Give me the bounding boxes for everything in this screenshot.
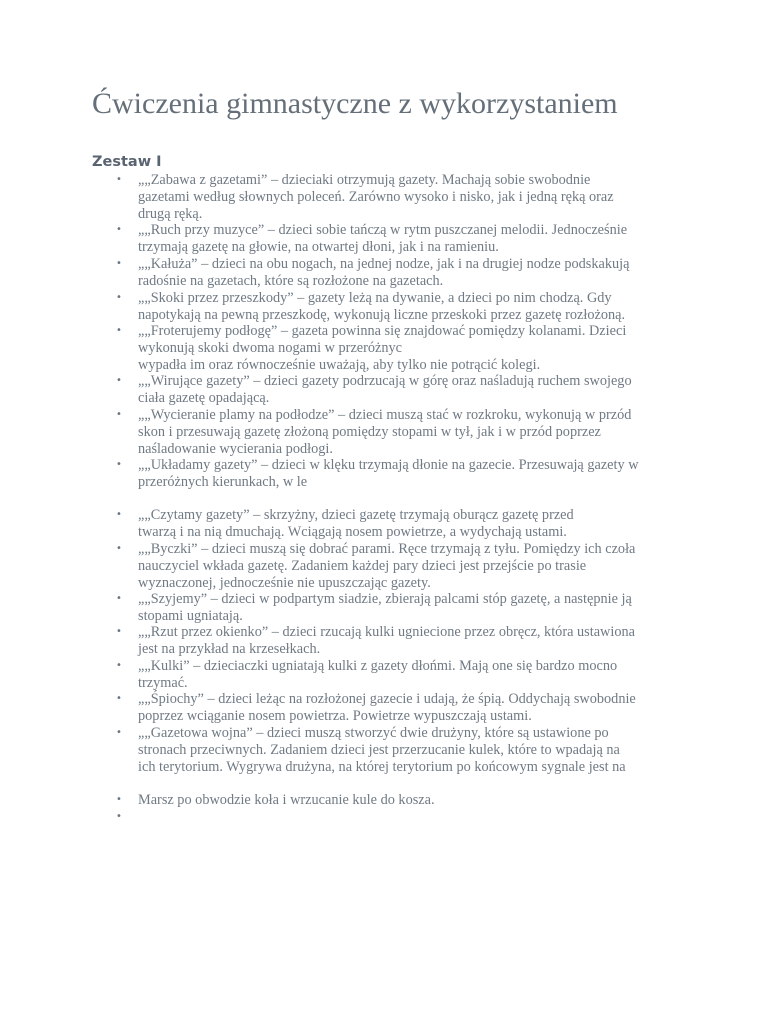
list-item-line: „„Byczki” – dzieci muszą się dobrać parami. Ręce trzymają z tyłu. Pomiędzy ich czoła xyxy=(138,541,636,557)
list-item-line: skon i przesuwają gazetę złożoną pomiędzy stopami w tył, jak i w przód poprzez xyxy=(138,423,601,440)
list-item-line: gazetami według słownych poleceń. Zarówno wysoko i nisko, jak i jedną ręką oraz xyxy=(138,188,614,205)
list-item-line: napotykają na pewną przeszkodę, wykonują liczne przeskoki przez gazetę rozłożoną. xyxy=(138,306,626,323)
list-item-line: twarzą i na nią dmuchają. Wciągają nosem powietrze, a wydychają ustami. xyxy=(138,523,567,540)
list-item-line: trzymać. xyxy=(138,674,188,691)
list-item-line: drugą ręką. xyxy=(138,205,203,222)
list-item-line: „„Froterujemy podłogę” – gazeta powinna się znajdować pomiędzy kolanami. Dzieci xyxy=(138,323,627,339)
bullet-icon: • xyxy=(116,375,122,386)
list-item-line: „„Śpiochy” – dzieci leżąc na rozłożonej gazecie i udają, że śpią. Oddychają swobodnie xyxy=(138,691,636,707)
list-item-line: „„Zabawa z gazetami” – dzieciaki otrzymują gazety. Machają sobie swobodnie xyxy=(138,172,591,188)
bullet-icon: • xyxy=(116,811,122,822)
list-item-line: stronach przeciwnych. Zadaniem dzieci jest przerzucanie kulek, które to wpadają na xyxy=(138,741,620,758)
bullet-icon: • xyxy=(116,409,122,420)
list-item xyxy=(138,222,698,256)
set-heading: Zestaw I xyxy=(92,154,162,170)
list-item-line: wykonują skoki dwoma nogami w przeróżnyc xyxy=(138,339,403,356)
list-item-line: „„Kulki” – dzieciaczki ugniatają kulki z gazety dłońmi. Mają one się bardzo mocno xyxy=(138,658,618,674)
list-item xyxy=(138,457,698,491)
list-item xyxy=(138,373,698,407)
bullet-icon: • xyxy=(116,727,122,738)
bullet-icon: • xyxy=(116,660,122,671)
bullet-icon: • xyxy=(116,593,122,604)
list-item-line: poprzez wciąganie nosem powietrza. Powietrze wypuszczają ustami. xyxy=(138,707,532,724)
list-item xyxy=(138,541,698,591)
list-item-line: nauczyciel wkłada gazetę. Zadaniem każdej pary dzieci jest przejście po trasie xyxy=(138,557,587,574)
list-item xyxy=(138,407,698,457)
list-item-line: „„Skoki przez przeszkody” – gazety leżą na dywanie, a dzieci po nim chodzą. Gdy xyxy=(138,290,612,306)
list-item-line: „„Szyjemy” – dzieci w podpartym siadzie, zbierają palcami stóp gazetę, a następnie ją xyxy=(138,591,632,607)
list-item xyxy=(138,691,698,725)
list-item-line: naśladowanie wycierania podłogi. xyxy=(138,440,333,457)
list-item-line: „„Wirujące gazety” – dzieci gazety podrzucają w górę oraz naśladują ruchem swojego xyxy=(138,373,632,389)
list-item-line: „„Ruch przy muzyce” – dzieci sobie tańczą w rytm puszczanej melodii. Jednocześnie xyxy=(138,222,628,238)
list-item-line: przeróżnych kierunkach, w le xyxy=(138,473,308,490)
list-item xyxy=(138,792,698,809)
list-item xyxy=(138,172,698,222)
list-item-line: Marsz po obwodzie koła i wrzucanie kule do kosza. xyxy=(138,792,435,808)
list-item-line: wypadła im oraz równocześnie uważają, aby tylko nie potrącić kolegi. xyxy=(138,356,541,373)
list-item-line: wyznaczonej, jednocześnie nie upuszczając gazety. xyxy=(138,574,431,591)
list-item xyxy=(138,256,698,290)
bullet-icon: • xyxy=(116,224,122,235)
bullet-icon: • xyxy=(116,325,122,336)
bullet-icon: • xyxy=(116,543,122,554)
list-item xyxy=(138,725,698,775)
list-item xyxy=(138,323,698,373)
list-item-line: stopami ugniatają. xyxy=(138,607,243,624)
bullet-icon: • xyxy=(116,258,122,269)
list-item xyxy=(138,290,698,324)
list-item-line: trzymają gazetę na głowie, na otwartej dłoni, jak i na ramieniu. xyxy=(138,238,499,255)
bullet-icon: • xyxy=(116,509,122,520)
list-item-line: „„Wycieranie plamy na podłodze” – dzieci muszą stać w rozkroku, wykonują w przód xyxy=(138,407,632,423)
document-title: Ćwiczenia gimnastyczne z wykorzystaniem xyxy=(92,87,618,120)
list-item-line: ciała gazetę opadającą. xyxy=(138,389,270,406)
list-item-line: „„Gazetowa wojna” – dzieci muszą stworzyć dwie drużyny, które są ustawione po xyxy=(138,725,609,741)
list-item xyxy=(138,507,698,541)
list-item-line: „„Rzut przez okienko” – dzieci rzucają kulki ugniecione przez obręcz, która ustawiona xyxy=(138,624,635,640)
bullet-icon: • xyxy=(116,292,122,303)
list-item xyxy=(138,591,698,625)
bullet-icon: • xyxy=(116,693,122,704)
bullet-icon: • xyxy=(116,626,122,637)
list-item xyxy=(138,658,698,692)
bullet-icon: • xyxy=(116,459,122,470)
list-item-line: jest na przykład na krzesełkach. xyxy=(138,640,321,657)
list-item-line: „„Kałuża” – dzieci na obu nogach, na jednej nodze, jak i na drugiej nodze podskakują xyxy=(138,256,630,272)
bullet-icon: • xyxy=(116,174,122,185)
list-item-line: „„Czytamy gazety” – skrzyżny, dzieci gazetę trzymają oburącz gazetę przed xyxy=(138,507,574,523)
list-item-line: ich terytorium. Wygrywa drużyna, na której terytorium po końcowym sygnale jest na xyxy=(138,758,626,775)
list-item-line: „„Układamy gazety” – dzieci w klęku trzymają dłonie na gazecie. Przesuwają gazety w xyxy=(138,457,639,473)
list-item xyxy=(138,624,698,658)
bullet-icon: • xyxy=(116,794,122,805)
list-item-line: radośnie na gazetach, które są rozłożone na gazetach. xyxy=(138,272,444,289)
